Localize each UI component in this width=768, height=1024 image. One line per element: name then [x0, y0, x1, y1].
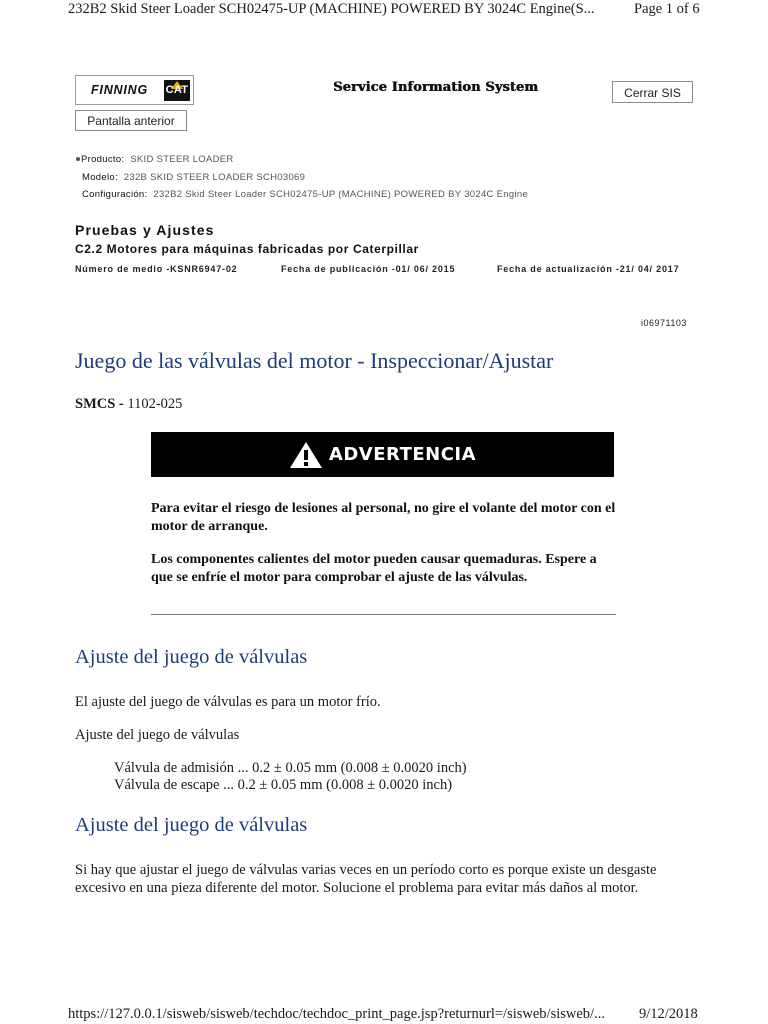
smcs-value: 1102-025 — [127, 396, 183, 412]
product-label: Producto: — [81, 154, 125, 165]
print-footer-url: https://127.0.0.1/sisweb/sisweb/techdoc/techdoc_print_page.jsp?returnurl=/sisweb/sisweb/... — [68, 1006, 605, 1022]
logo-cat-text: CAT — [165, 84, 189, 96]
logo-cat-badge — [164, 80, 190, 101]
document-id: i06971103 — [641, 318, 687, 328]
smcs-label: SMCS - — [75, 396, 124, 412]
warning-text-1: Para evitar el riesgo de lesiones al personal, no gire el volante del motor con el motor de arranque. — [151, 501, 616, 534]
config-label: Configuración: — [82, 189, 148, 200]
spec-intake-valve: Válvula de admisión ... 0.2 ± 0.05 mm (0.008 ± 0.0020 inch) — [114, 760, 467, 776]
warning-label: ADVERTENCIA — [328, 444, 477, 465]
product-value: SKID STEER LOADER — [130, 154, 234, 165]
back-button[interactable]: Pantalla anterior — [75, 110, 187, 131]
media-number: Número de medio -KSNR6947-02 — [75, 264, 238, 274]
spec-exhaust-valve: Válvula de escape ... 0.2 ± 0.05 mm (0.008 ± 0.0020 inch) — [114, 777, 453, 793]
print-footer-date: 9/12/2018 — [639, 1006, 698, 1022]
update-date: Fecha de actualización -21/ 04/ 2017 — [497, 264, 680, 274]
warning-banner — [151, 432, 614, 477]
finning-cat-logo — [75, 75, 194, 105]
config-value: 232B2 Skid Steer Loader SCH02475-UP (MACHINE) POWERED BY 3024C Engine — [153, 189, 529, 200]
model-row — [82, 172, 305, 183]
logo-finning-text: FINNING — [91, 83, 148, 97]
model-label: Modelo: — [82, 172, 118, 183]
section-subheading: C2.2 Motores para máquinas fabricadas por Caterpillar — [75, 242, 419, 256]
section2-title: Ajuste del juego de válvulas — [75, 814, 308, 836]
warning-text-2: Los componentes calientes del motor pueden causar quemaduras. Espere a que se enfríe el motor para comprobar el ajuste de las válvulas. — [151, 552, 597, 585]
print-header-title: 232B2 Skid Steer Loader SCH02475-UP (MACHINE) POWERED BY 3024C Engine(S... — [68, 1, 595, 17]
section1-paragraph-2: Ajuste del juego de válvulas — [75, 727, 240, 743]
close-sis-button[interactable]: Cerrar SIS — [612, 81, 693, 103]
publication-date: Fecha de publicación -01/ 06/ 2015 — [281, 264, 456, 274]
page-title: Juego de las válvulas del motor - Inspeccionar/Ajustar — [75, 348, 554, 373]
section-heading: Pruebas y Ajustes — [75, 222, 215, 238]
section1-paragraph-1: El ajuste del juego de válvulas es para un motor frío. — [75, 694, 381, 710]
system-title: Service Information System — [333, 80, 539, 95]
warning-divider — [151, 614, 616, 615]
model-value: 232B SKID STEER LOADER SCH03069 — [123, 172, 306, 183]
smcs-code — [75, 396, 182, 413]
section2-paragraph: Si hay que ajustar el juego de válvulas varias veces en un período corto es porque existe un desgaste excesivo en una pieza diferente del motor. Solucione el problema para evitar más daños al motor. — [75, 862, 657, 896]
print-header-page: Page 1 of 6 — [634, 1, 700, 17]
product-row — [76, 154, 234, 165]
config-row — [82, 189, 528, 200]
bullet-icon — [76, 157, 80, 161]
section1-title: Ajuste del juego de válvulas — [75, 646, 308, 668]
warning-triangle-icon — [289, 441, 323, 469]
